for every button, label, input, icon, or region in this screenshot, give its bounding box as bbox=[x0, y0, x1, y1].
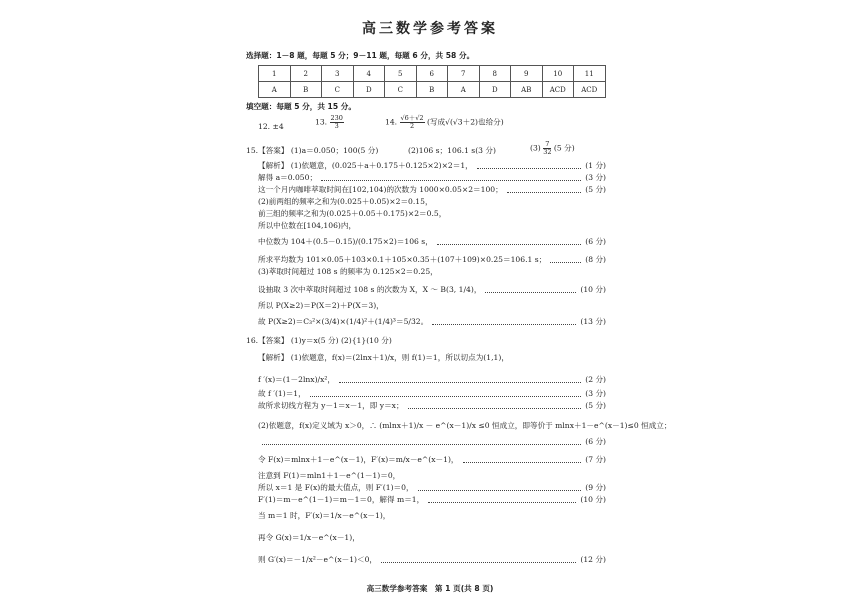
q15-line-points: (8 分) bbox=[585, 255, 606, 264]
q16-line-points: (6 分) bbox=[585, 437, 606, 446]
fill-q14-note: (写成√(√3＋2)也给分) bbox=[426, 117, 504, 127]
answer-table-answer-cell: AB bbox=[511, 82, 543, 98]
dotted-leader bbox=[432, 324, 576, 325]
answer-table-number-cell: 6 bbox=[416, 66, 448, 82]
dotted-leader bbox=[463, 462, 581, 463]
answer-table-answer-cell: D bbox=[353, 82, 385, 98]
dotted-leader bbox=[477, 168, 581, 169]
answer-table-number-cell: 1 bbox=[259, 66, 291, 82]
q15-line-text: 中位数为 104＋(0.5－0.15)/(0.175×2)＝106 s， bbox=[258, 237, 433, 246]
fill-q13 bbox=[315, 115, 344, 130]
page-footer: 高三数学参考答案 第 1 页(共 8 页) bbox=[366, 584, 494, 593]
q15-line-text: 所求平均数为 101×0.05＋103×0.1＋105×0.35＋(107＋109)×0.25＝106.1 s； bbox=[258, 255, 547, 264]
fill-q14-label: 14. bbox=[385, 117, 398, 127]
fill-q13-fraction bbox=[330, 115, 344, 130]
answer-table-number-cell: 9 bbox=[511, 66, 543, 82]
q15-line-points: (1 分) bbox=[585, 161, 606, 170]
fill-q14 bbox=[385, 115, 504, 130]
dotted-leader bbox=[339, 382, 581, 383]
answer-table-number-cell: 11 bbox=[574, 66, 606, 82]
answer-table-answer-row bbox=[259, 82, 606, 98]
q15-line-text: 所以 P(X≥2)＝P(X＝2)＋P(X＝3)， bbox=[258, 301, 384, 310]
q15-line-points: (6 分) bbox=[585, 237, 606, 246]
q15-line-text: 故 P(X≥2)＝C₃²×(3/4)×(1/4)²＋(1/4)³＝5/32。 bbox=[258, 317, 429, 326]
answer-table-number-cell: 10 bbox=[542, 66, 574, 82]
q16-line-text: 【解析】 (1)依题意，f(x)＝(2lnx＋1)/x，则 f(1)＝1，所以切点为(1,1)， bbox=[258, 353, 509, 362]
q15-line-text: 解得 a＝0.050； bbox=[258, 173, 318, 182]
dotted-leader bbox=[437, 244, 581, 245]
q16-line-text: 故 f ′(1)＝1， bbox=[258, 389, 306, 398]
answer-table-answer-cell: ACD bbox=[574, 82, 606, 98]
q16-line-points: (9 分) bbox=[585, 483, 606, 492]
q16-line-text: F′(1)＝m－e^(1－1)＝m－1＝0，解得 m＝1， bbox=[258, 495, 425, 504]
q15-line-text: 前三组的频率之和为(0.025＋0.05＋0.175)×2＝0.5， bbox=[258, 209, 447, 218]
dotted-leader bbox=[428, 502, 576, 503]
q16-line-points: (7 分) bbox=[585, 455, 606, 464]
q15-line-text: 所以中位数在[104,106)内， bbox=[258, 221, 357, 230]
answer-table-answer-cell: A bbox=[448, 82, 480, 98]
q16-line-text: 所以 x＝1 是 F(x)的最大值点，则 F′(1)＝0， bbox=[258, 483, 414, 492]
q16-line-points: (5 分) bbox=[585, 401, 606, 410]
q15-answer-c-label: (3) bbox=[530, 143, 541, 153]
dotted-leader bbox=[485, 292, 576, 293]
dotted-leader bbox=[550, 262, 581, 263]
page-title: 高三数学参考答案 bbox=[362, 21, 498, 37]
q16-line-points: (10 分) bbox=[580, 495, 606, 504]
q15-answer-a: 15.【答案】 (1)a＝0.050；100(5 分) bbox=[246, 146, 379, 155]
answer-table-answer-cell: C bbox=[322, 82, 354, 98]
fill-q14-numerator: √6＋√2 bbox=[400, 114, 424, 122]
q15-answer-c bbox=[530, 141, 575, 156]
q15-answer-c-denominator: 32 bbox=[543, 147, 552, 156]
q16-line-text: f ′(x)＝(1－2lnx)/x²， bbox=[258, 375, 336, 384]
q16-line-text: 再令 G(x)＝1/x－e^(x－1)， bbox=[258, 533, 360, 542]
answer-table-number-cell: 2 bbox=[290, 66, 322, 82]
q16-line-points: (3 分) bbox=[585, 389, 606, 398]
answer-table-answer-cell: A bbox=[259, 82, 291, 98]
answer-table-answer-cell: D bbox=[479, 82, 511, 98]
q15-answer-c-points: (5 分) bbox=[553, 143, 575, 153]
answer-table-number-cell: 8 bbox=[479, 66, 511, 82]
dotted-leader bbox=[408, 408, 581, 409]
fill-q12: 12. ±4 bbox=[258, 122, 284, 131]
answer-table bbox=[258, 65, 606, 98]
answer-table-answer-cell: ACD bbox=[542, 82, 574, 98]
dotted-leader bbox=[262, 444, 581, 445]
q15-line-text: 【解析】 (1)依题意，(0.025＋a＋0.175＋0.125×2)×2＝1， bbox=[258, 161, 473, 170]
dotted-leader bbox=[310, 396, 581, 397]
answer-table-answer-cell: C bbox=[385, 82, 417, 98]
q15-line-text: (3)萃取时间超过 108 s 的频率为 0.125×2＝0.25， bbox=[258, 267, 438, 276]
answer-table-number-cell: 7 bbox=[448, 66, 480, 82]
q16-line-text: (2)依题意，f(x)定义域为 x＞0，∴ (mlnx＋1)/x － e^(x－1)/x ≤0 恒成立，即等价于 mlnx＋1－e^(x－1)≤0 恒成立； bbox=[258, 421, 672, 430]
dotted-leader bbox=[418, 490, 581, 491]
q16-line-text: 当 m＝1 时，F′(x)＝1/x－e^(x－1)， bbox=[258, 511, 391, 520]
q15-answer-c-fraction bbox=[543, 141, 551, 156]
q16-line-points: (2 分) bbox=[585, 375, 606, 384]
q15-line-points: (3 分) bbox=[585, 173, 606, 182]
fill-q14-denominator: 2 bbox=[409, 121, 415, 130]
answer-table-number-row bbox=[259, 66, 606, 82]
q15-line-text: 这一个月内咖啡萃取时间在[102,104)的次数为 1000×0.05×2＝100； bbox=[258, 185, 503, 194]
q15-answer-c-numerator: 7 bbox=[543, 141, 551, 149]
q16-line-text: 注意到 F(1)＝mln1＋1－e^(1－1)＝0， bbox=[258, 471, 401, 480]
q16-line-text: 令 F(x)＝mlnx＋1－e^(x－1)，F′(x)＝m/x－e^(x－1)， bbox=[258, 455, 459, 464]
answer-table-number-cell: 5 bbox=[385, 66, 417, 82]
dotted-leader bbox=[321, 180, 581, 181]
dotted-leader bbox=[381, 562, 576, 563]
q16-line-text: 则 G′(x)＝－1/x²－e^(x－1)＜0， bbox=[258, 555, 378, 564]
answer-table-answer-cell: B bbox=[416, 82, 448, 98]
answer-table-number-cell: 4 bbox=[353, 66, 385, 82]
q16-line-points: (12 分) bbox=[580, 555, 606, 564]
fill-q13-denominator: 3 bbox=[334, 121, 339, 130]
q15-answer-b: (2)106 s；106.1 s(3 分) bbox=[408, 146, 496, 155]
choice-section-header: 选择题：1－8 题，每题 5 分；9－11 题，每题 6 分，共 58 分。 bbox=[246, 51, 475, 60]
q15-line-text: (2)前两组的频率之和为(0.025＋0.05)×2＝0.15， bbox=[258, 197, 433, 206]
q15-line-points: (5 分) bbox=[585, 185, 606, 194]
q15-line-text: 设抽取 3 次中萃取时间超过 108 s 的次数为 X，X ～ B(3, 1/4)， bbox=[258, 285, 482, 294]
fill-section-header: 填空题：每题 5 分，共 15 分。 bbox=[246, 102, 356, 111]
fill-q14-fraction bbox=[400, 115, 425, 130]
dotted-leader bbox=[507, 192, 581, 193]
q16-line-text: 故所求切线方程为 y－1＝x－1，即 y＝x； bbox=[258, 401, 404, 410]
answer-table-answer-cell: B bbox=[290, 82, 322, 98]
q16-answer: 16.【答案】 (1)y＝x(5 分) (2){1}(10 分) bbox=[246, 336, 392, 345]
answer-table-number-cell: 3 bbox=[322, 66, 354, 82]
fill-q13-numerator: 230 bbox=[330, 114, 343, 122]
q15-line-points: (13 分) bbox=[580, 317, 606, 326]
q15-line-points: (10 分) bbox=[580, 285, 606, 294]
fill-q13-label: 13. bbox=[315, 117, 328, 127]
